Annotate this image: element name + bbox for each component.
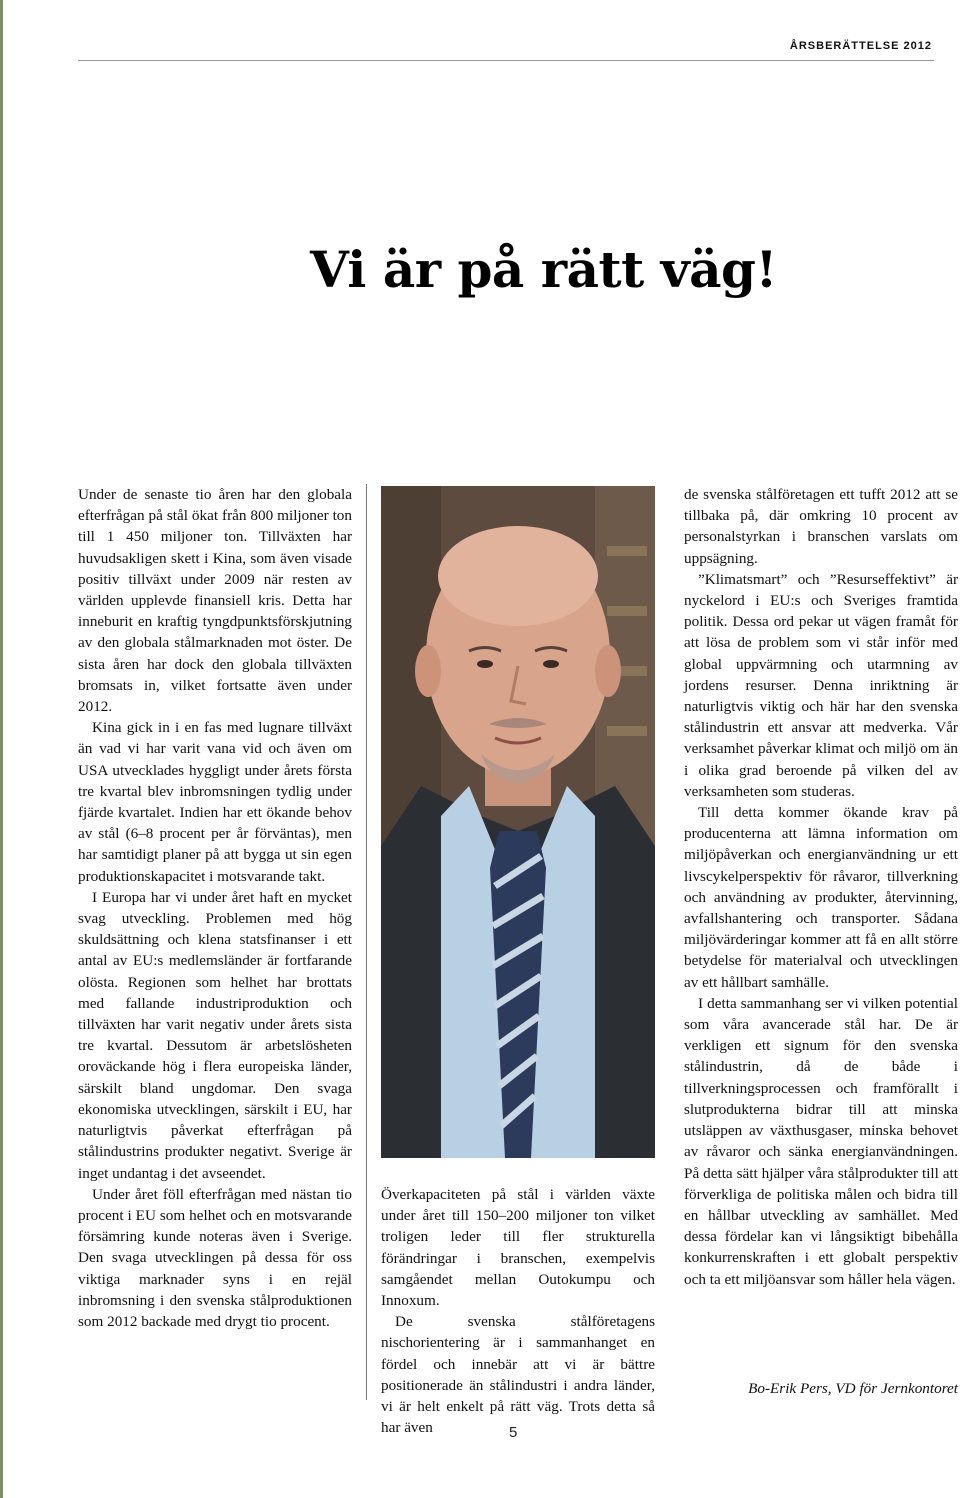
report-header-label: ÅRSBERÄTTELSE 2012 xyxy=(789,40,932,52)
author-signature: Bo-Erik Pers, VD för Jernkontoret xyxy=(748,1380,958,1397)
portrait-photo xyxy=(381,486,655,1158)
col1-paragraph-1: Under de senaste tio åren har den globala efterfrågan på stål ökat från 800 miljoner ton till 1 450 miljoner ton. Tillväxten har huvudsakligen skett i Kina, som även visade positiv tillväxt under 2009 när resten av världen upplevde finansiell kris. Detta har inneburit en kraftig tyngdpunktsförskjutning av den globala stålmarknaden mot öster. De sista åren har dock den globala tillväxten bromsats in, vilket fortsatte även under 2012. xyxy=(78,486,352,716)
column-divider xyxy=(366,484,367,1400)
text-column-3 xyxy=(684,484,958,1290)
page-edge-strip xyxy=(0,0,3,1498)
header-rule xyxy=(78,60,934,61)
page-title: Vi är på rätt väg! xyxy=(310,240,777,299)
page-number: 5 xyxy=(509,1424,518,1441)
col1-paragraph-2: Kina gick in i en fas med lugnare tillväxt än vad vi har varit vana vid och även om USA utvecklades hyggligt under årets första tre kvartal blev inbromsningen tydlig under fjärde kvartalet. Indien har ett ökande behov av stål (6–8 procent per år förväntas), men har samtidigt planer på att bygga ut sin egen produktionskapacitet i motsvarande takt. xyxy=(78,719,352,885)
col3-paragraph-2: ”Klimatsmart” och ”Resurseffektivt” är nyckelord i EU:s och Sveriges framtida politik. Dessa ord pekar ut vägen framåt för att lösa de problem som vi står inför med global uppvärmning och utarmning av jordens resurser. Denna inriktning är naturligtvis viktig och här har den svenska stålindustrin ett ansvar att medverka. Vår verksamhet påverkar klimat och miljö om än i olika grad beroende på vilken del av verksamheten som studeras. xyxy=(684,570,958,800)
col1-paragraph-4: Under året föll efterfrågan med nästan tio procent i EU som helhet och en motsvarande försämring kunde noteras även i Sverige. Den svaga utvecklingen på dessa för oss viktiga marknader syns i en rejäl inbromsning i den svenska stålproduktionen som 2012 backade med drygt tio procent. xyxy=(78,1185,352,1330)
col2-paragraph-2: De svenska stålföretagens nischorientering är i sammanhanget en fördel och innebär att vi är bättre positionerade än stålindustri i andra länder, vi är helt enkelt på rätt väg. Trots detta så har även xyxy=(381,1313,655,1437)
col3-paragraph-3: Till detta kommer ökande krav på producenterna att lämna information om miljöpåverkan och energianvändning ur ett livscykelperspektiv för råvaror, tillverkning och användning av produkter, återvinning, avfallshantering och transporter. Sådana miljövärderingar kommer att få en allt större betydelse för materialval och utvecklingen av ett hållbart samhälle. xyxy=(684,804,958,991)
col3-paragraph-1: de svenska stålföretagen ett tufft 2012 att se tillbaka på, där omkring 10 procent av personalstyrkan i branschen varslats om uppsägning. xyxy=(684,486,958,567)
col1-paragraph-3: I Europa har vi under året haft en mycket svag utveckling. Problemen med hög skuldsättning och klena statsfinanser i ett antal av EU:s medlemsländer är fortfarande olösta. Regionen som helhet har brottats med fallande industriproduktion och tillväxten har varit negativ under årets sista tre kvartal. Dessutom är arbetslösheten oroväckande hög i flera europeiska länder, särskilt bland ungdomar. Den svaga ekonomiska utvecklingen, särskilt i EU, har naturligtvis påverkat efterfrågan på stålindustrins produkter negativt. Sverige är inget undantag i det avseendet. xyxy=(78,888,352,1182)
text-column-2 xyxy=(381,1184,655,1438)
col3-paragraph-4: I detta sammanhang ser vi vilken potential som våra avancerade stål har. De är verkligen ett signum för den svenska stålindustrin, då de både i tillverkningsprocessen och framförallt i slutprodukterna bidrar till att minska utsläppen av växthusgaser, minska behovet av råvaror och sänka energianvändningen. På detta sätt hjälper våra stålprodukter till att förverkliga de politiska målen och bidra till en hållbar utveckling av samhället. Med dessa fördelar kan vi långsiktigt bibehålla konkurrenskraften i ett globalt perspektiv och ta ett miljöansvar som håller hela vägen. xyxy=(684,994,958,1288)
text-column-1 xyxy=(78,484,352,1332)
col2-paragraph-1: Överkapaciteten på stål i världen växte under året till 150–200 miljoner ton vilket troligen leder till fler strukturella förändringar i branschen, exempelvis samgåendet mellan Outokumpu och Innoxum. xyxy=(381,1186,655,1310)
